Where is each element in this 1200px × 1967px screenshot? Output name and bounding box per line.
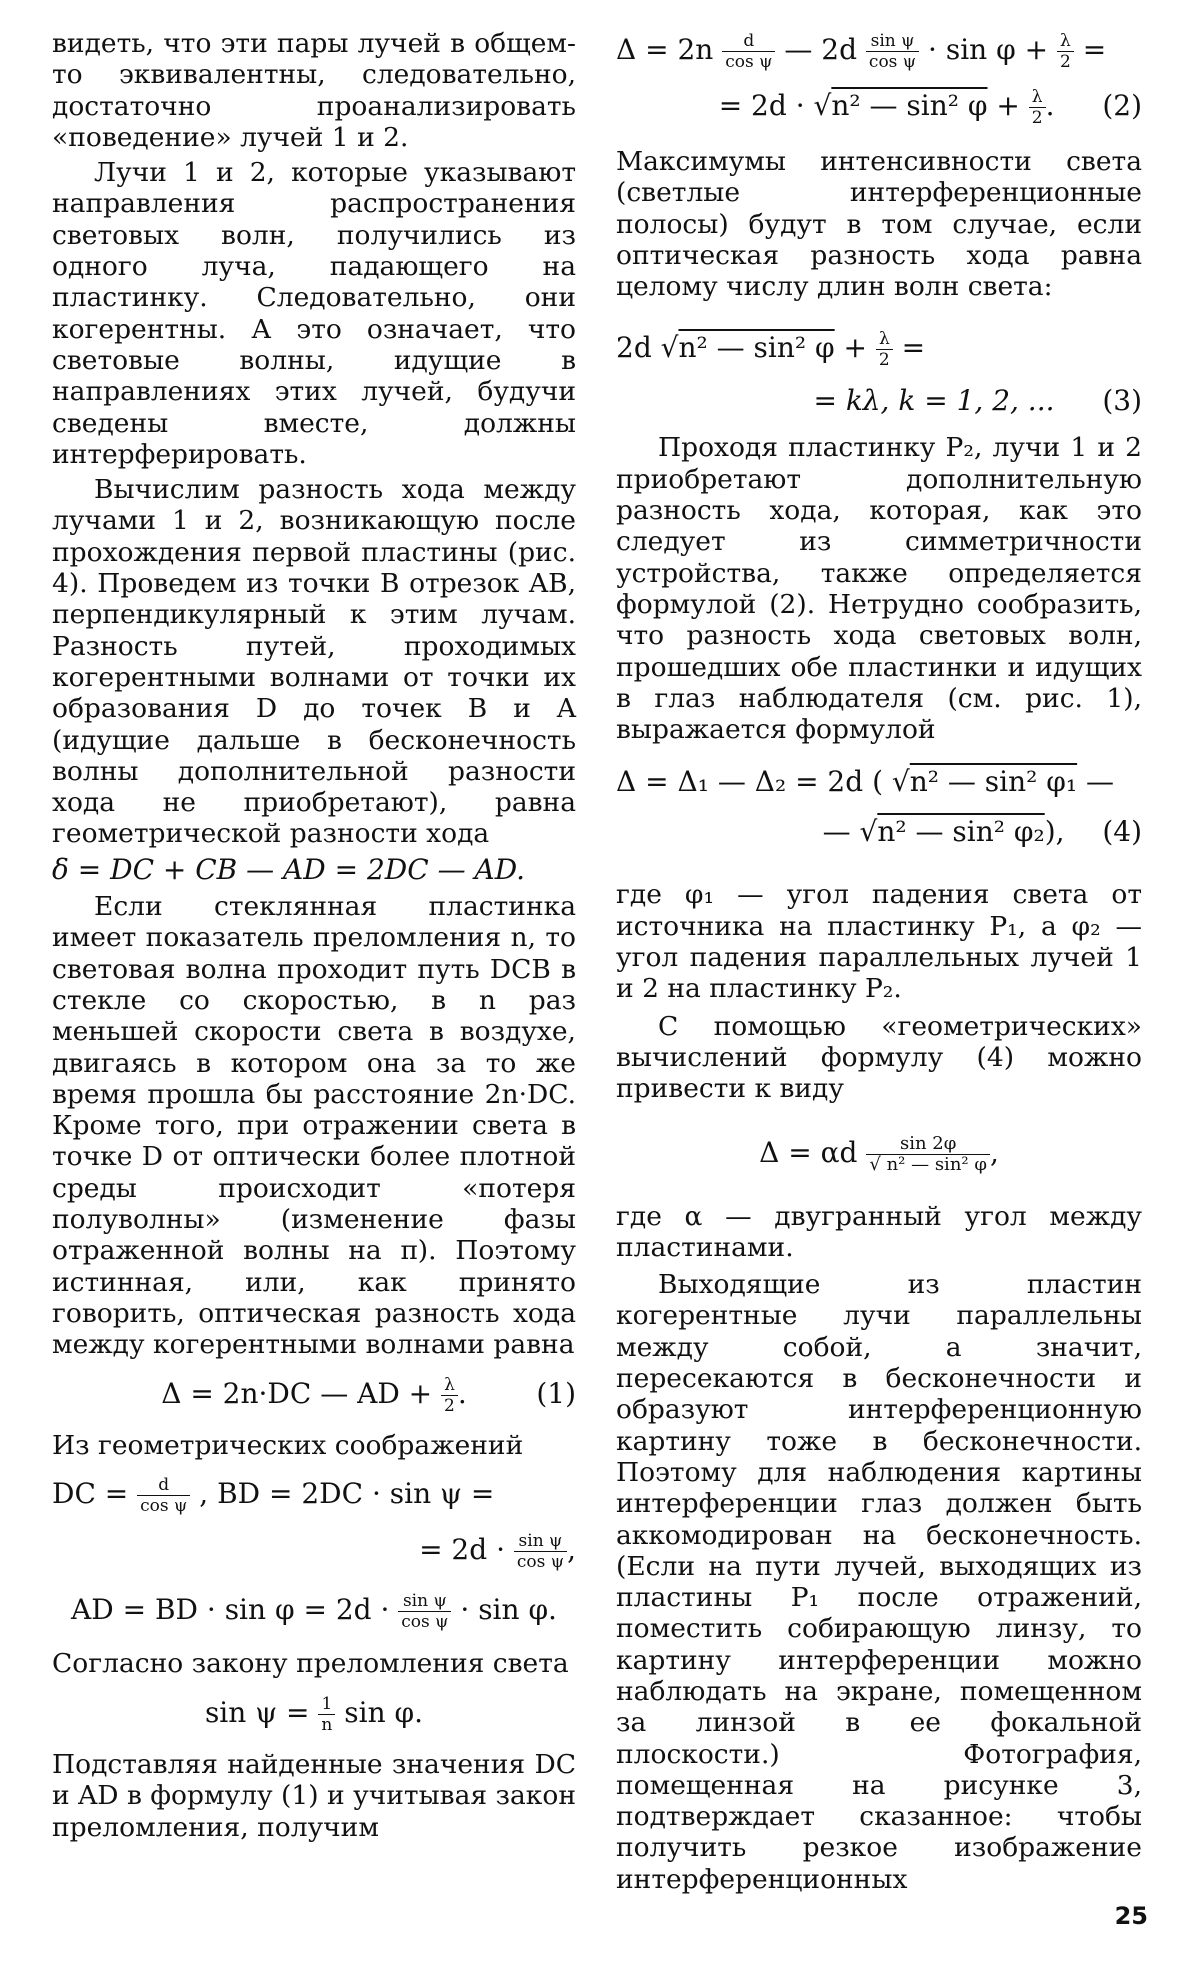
equation-4: Δ = Δ₁ — Δ₂ = 2d ( √n² — sin² φ₁ — <box>616 765 1115 799</box>
equation-snell: sin ψ = $\frac{1}{n}$ sin φ. <box>204 1694 424 1736</box>
paragraph: Выходящие из пластин когерентные лучи параллельны между собой, а значит, пересекаются в бесконечности и образуют интерференционную картину тоже в бесконечности. Поэтому для наблюдения картины интерференции глаз должен быть аккомодирован на бесконечность. (Если на пути лучей, выходящих из пластины P₁ после отражений, поместить собирающую линзу, то картину интерференции можно наблюдать на экране, помещенном за линзой в ее фокальной плоскости.) Фотография, помещенная на рисунке 3, подтверждает сказанное: чтобы получить резкое изображение интерференционных <box>616 1269 1142 1895</box>
equation-5: Δ = αd $\frac{\sin 2\varphi}{\text{√ n² — sin² φ}}$ , <box>759 1132 999 1175</box>
equation-3: 2d √n² — sin² φ + $\frac{\lambda}{2}$ = <box>616 329 926 371</box>
paragraph: где α — двугранный угол между пластинами. <box>616 1200 1142 1263</box>
paragraph: Проходя пластинку P₂, лучи 1 и 2 приобретают дополнительную разность хода, которая, как это следует из симметричности устройства, также определяется формулой (2). Нетрудно сообразить, что разность хода световых волн, прошедших обе пластинки и идущих в глаз наблюдателя (см. рис. 1), выражается формулой <box>616 432 1142 746</box>
equation-label: (1) <box>536 1377 576 1411</box>
paragraph: Вычислим разность хода между лучами 1 и 2, возникающую после прохождения первой пластины (рис. 4). Проведем из точки B отрезок AB, перпендикулярный к этим лучам. Разность путей, проходимых когерентными волнами от точки их образования D до точек B и A (идущие дальше в бесконечность волны дополнительной разности хода не приобретают), равна геометрической разности хода <box>52 474 576 850</box>
equation-label: (2) <box>1102 89 1142 122</box>
paragraph: Если стеклянная пластинка имеет показатель преломления n, то световая волна проходит путь DCB в стекле со скоростью, в n раз меньшей скорости света в воздухе, двигаясь в котором она за то же время прошла бы расстояние 2n·DC. Кроме того, при отражении света в точке D от оптически более плотной среды происходит «потеря полуволны» (изменение фазы отраженной волны на π). Поэтому истинная, или, как принято говорить, оптическая разность хода между когерентными волнами равна <box>52 891 576 1361</box>
paragraph: видеть, что эти пары лучей в общем-то эквивалентны, следовательно, достаточно проанализировать «поведение» лучей 1 и 2. <box>52 28 576 153</box>
right-column <box>616 28 1142 1895</box>
paragraph: Согласно закону преломления света <box>52 1647 569 1679</box>
equation-2: Δ = 2n $\frac{d}{\text{cos ψ}}$ — 2d $\frac{\text{sin ψ}}{\text{cos ψ}}$ · sin φ + $\frac{\lambda}{2}$ = <box>616 31 1107 72</box>
left-column <box>52 28 576 1843</box>
equation-3-continued: = kλ, k = 1, 2, ... (3) <box>813 384 1142 418</box>
equation-label: (3) <box>1102 384 1142 418</box>
equation-label: (4) <box>1102 815 1142 849</box>
page-number: 25 <box>1114 1902 1148 1930</box>
paragraph: Максимумы интенсивности света (светлые интерференционные полосы) будут в том случае, если оптическая разность хода равна целому числу длин волн света: <box>616 146 1142 303</box>
equation-delta: δ = DC + CB — AD = 2DC — AD. <box>52 852 526 886</box>
paragraph: Из геометрических соображений <box>52 1430 524 1462</box>
equation-dc: DC = $\frac{d}{\text{cos ψ}}$ , BD = 2DC · sin ψ = <box>52 1474 495 1516</box>
paragraph: где φ₁ — угол падения света от источника на пластинку P₁, а φ₂ — угол падения параллельных лучей 1 и 2 на пластинку P₂. <box>616 879 1142 1005</box>
equation-1: Δ = 2n·DC — AD + $\frac{\lambda}{2}$ . (1) <box>52 1366 576 1422</box>
equation-ad: AD = BD · sin φ = 2d · $\frac{\text{sin ψ}}{\text{cos ψ}}$ · sin φ. <box>71 1590 557 1632</box>
paragraph: Лучи 1 и 2, которые указывают направления распространения световых волн, получились из одного луча, падающего на пластинку. Следовательно, они когерентны. А это означает, что световые волны, идущие в направлениях этих лучей, будучи сведены вместе, должны интерферировать. <box>52 157 576 470</box>
equation-4-continued: — √n² — sin² φ₂), (4) <box>822 815 1142 849</box>
paragraph: С помощью «геометрических» вычислений формулу (4) можно привести к виду <box>616 1010 1142 1105</box>
equation-dc-continued: = 2d · $\frac{\text{sin ψ}}{\text{cos ψ}}$ , <box>419 1530 576 1572</box>
paragraph: Подставляя найденные значения DC и AD в формулу (1) и учитывая закон преломления, получим <box>52 1749 576 1843</box>
equation-2-continued: = 2d · √n² — sin² φ + $\frac{\lambda}{2}$ . (2) <box>718 87 1142 128</box>
